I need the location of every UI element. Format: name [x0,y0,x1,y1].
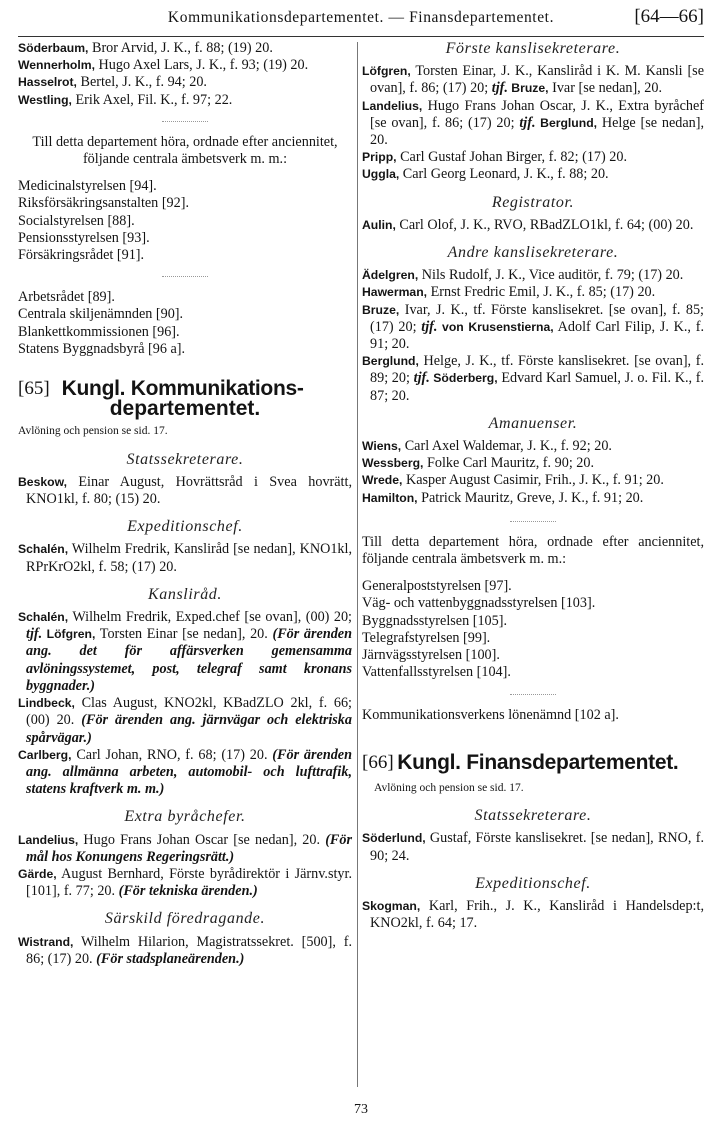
agency-item: Centrala skiljenämnden [90]. [18,306,184,323]
section-heading: Extra byråchefer. [124,808,246,826]
page [18,6,704,1122]
section-heading: Kansliråd. [147,585,222,603]
section-number: [65] [18,378,50,400]
section-heading: Statssekreterare. [474,807,592,825]
entry: Aulin, Carl Olof, J. K., RVO, RBadZLO1kl, f. 64; (00) 20. [362,216,694,233]
section-heading: Amanuenser. [488,414,578,432]
agency-item: Generalpoststyrelsen [97]. [362,578,512,595]
department-name-cont: departementet. [109,397,261,421]
entry: Berglund, Helge, J. K., tf. Förste kanslisekret. [se ovan], f. 89; 20; tjf. Söderberg, Edvard Karl Samuel, J. o. Fil. K., f. 87; 20. [362,353,704,404]
section-heading: Särskild föredragande. [104,910,266,928]
agency-intro: Till detta departement höra, ordnade efter anciennitet, följande centrala ämbetsverk m. m.: [362,533,704,568]
department-heading [362,750,704,797]
two-column-body [18,40,704,1090]
page-number: 73 [354,1102,368,1117]
section-heading: Andre kanslisekreterare. [447,244,619,262]
entry: Hamilton, Patrick Mauritz, Greve, J. K., f. 91; 20. [362,489,644,506]
entry: Skogman, Karl, Frih., J. K., Kansliråd i Handelsdep:t, KNO2kl, f. 64; 17. [362,897,704,932]
dotted-rule [510,521,556,522]
header-section-range: [64—66] [634,6,704,27]
agency-list [18,289,352,358]
agency-item: Väg- och vattenbyggnadsstyrelsen [103]. [362,595,596,612]
agency-list [362,578,704,681]
agency-item: Medicinalstyrelsen [94]. [18,178,157,195]
entry: Schalén, Wilhelm Fredrik, Exped.chef [se ovan], (00) 20; tjf. Löfgren, Torsten Einar [se nedan], 20. (För ärenden ang. det för affärsverken gemensamma avlöningssystemet, post, telegraf samt kronans byggnader.) [18,609,352,694]
entry: Uggla, Carl Georg Leonard, J. K., f. 88; 20. [362,166,609,183]
entry: Wistrand, Wilhelm Hilarion, Magistratssekret. [500], f. 86; (17) 20. (För stadsplaneärenden.) [18,933,352,967]
entry: Beskow, Einar August, Hovrättsråd i Svea hovrätt, KNO1kl, f. 80; (15) 20. [18,473,352,508]
entry: Bruze, Ivar, J. K., tf. Förste kanslisekret. [se ovan], f. 85; (17) 20; tjf. von Krusenstierna, Adolf Carl Filip, J. K., f. 91; 20. [362,301,704,353]
agency-list [18,178,352,264]
entry: Wessberg, Folke Carl Mauritz, f. 90; 20. [362,455,595,472]
agency-item: Blankettkommissionen [96]. [18,323,180,340]
left-top-entries [18,40,352,109]
section-heading: Registrator. [491,193,575,211]
agency-intro: Till detta departement höra, ordnade efter anciennitet, följande centrala ämbetsverk m. m.: [32,133,338,168]
entry: Wiens, Carl Axel Waldemar, J. K., f. 92; 20. [362,438,612,455]
entry: Carlberg, Carl Johan, RNO, f. 68; (17) 20. (För ärenden ang. allmänna arbeten, automobil- och lufttrafik, statens kraftverk m. m.) [18,746,352,798]
department-heading [18,377,352,441]
right-column [362,40,704,932]
agency-item: Byggnadsstyrelsen [105]. [362,612,508,629]
column-divider [357,42,358,1087]
agency-item: Pensionsstyrelsen [93]. [18,229,150,246]
dotted-rule [162,276,208,277]
agency-item: Statens Byggnadsbyrå [96 a]. [18,340,186,357]
department-name: Kungl. Finansdepartementet. [397,750,679,774]
salary-note: Avlöning och pension se sid. 17. [374,781,524,794]
section-heading: Förste kanslisekreterare. [445,40,621,57]
section-heading: Statssekreterare. [126,450,244,468]
section-heading: Expeditionschef. [127,518,243,536]
agency-item: Riksförsäkringsanstalten [92]. [18,195,190,212]
salary-note: Avlöning och pension se sid. 17. [18,425,168,438]
running-header [18,6,704,37]
section-heading: Expeditionschef. [475,874,591,892]
agency-item: Socialstyrelsen [88]. [18,212,135,229]
agency-item: Arbetsrådet [89]. [18,289,115,306]
entry: Landelius, Hugo Frans Johan Oscar [se nedan], 20. (För mål hos Konungens Regeringsrätt.) [18,831,352,865]
section-number: [66] [362,751,394,773]
entry: Pripp, Carl Gustaf Johan Birger, f. 82; (17) 20. [362,149,628,166]
entry: Lindbeck, Clas August, KNO2kl, KBadZLO 2kl, f. 66; (00) 20. (För ärenden ang. järnvägar och elektriska spårvägar.) [18,695,352,746]
entry: Löfgren, Torsten Einar, J. K., Kansliråd i K. M. Kansli [se ovan], f. 86; (17) 20; tjf. Bruze, Ivar [se nedan], 20. [362,63,704,97]
agency-item: Telegrafstyrelsen [99]. [362,629,491,646]
entry: Ädelgren, Nils Rudolf, J. K., Vice auditör, f. 79; (17) 20. [362,267,684,284]
agency-item: Vattenfallsstyrelsen [104]. [362,664,511,681]
department-name: Kungl. Kommunikations- [61,377,304,401]
dotted-rule [162,121,208,122]
entry: Westling, Erik Axel, Fil. K., f. 97; 22. [18,91,233,108]
entry: Gärde, August Bernhard, Förste byrådirektör i Järnv.styr. [101], f. 77; 20. (För tekniska ärenden.) [18,865,352,900]
header-title: Kommunikationsdepartementet. — Finansdepartementet. [167,9,555,26]
dotted-rule [510,694,556,695]
left-column [18,40,352,968]
entry: Wennerholm, Hugo Axel Lars, J. K., f. 93; (19) 20. [18,57,309,74]
agency-item: Försäkringsrådet [91]. [18,247,145,264]
entry: Hasselrot, Bertel, J. K., f. 94; 20. [18,74,207,91]
entry: Wrede, Kasper August Casimir, Frih., J. K., f. 91; 20. [362,472,664,489]
entry: Söderbaum, Bror Arvid, J. K., f. 88; (19) 20. [18,40,273,56]
entry: Schalén, Wilhelm Fredrik, Kansliråd [se nedan], KNO1kl, RPrKrO2kl, f. 58; (17) 20. [18,541,352,575]
agency-item: Järnvägsstyrelsen [100]. [362,647,500,664]
entry: Hawerman, Ernst Fredric Emil, J. K., f. 85; (17) 20. [362,284,656,301]
entry: Söderlund, Gustaf, Förste kanslisekret. [se nedan], RNO, f. 90; 24. [362,830,704,864]
lonenamnd: Kommunikationsverkens lönenämnd [102 a]. [362,706,619,723]
entry: Landelius, Hugo Frans Johan Oscar, J. K., Extra byråchef [se ovan], f. 86; (17) 20; tjf. Berglund, Helge [se nedan], 20. [362,97,704,149]
